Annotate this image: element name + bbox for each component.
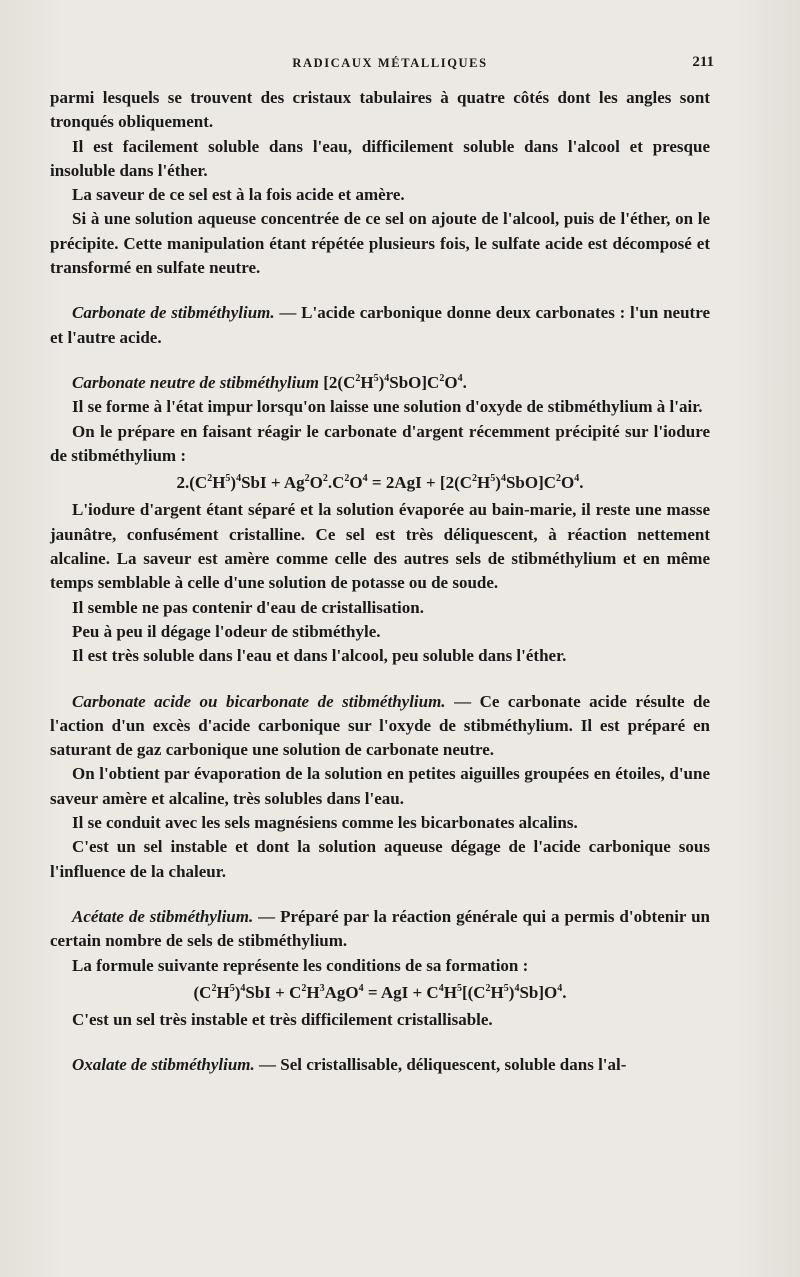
- superscript: 4: [500, 473, 506, 485]
- formula-part: H: [360, 372, 374, 392]
- formula-part: .: [579, 473, 584, 493]
- formula-part: SbO]C: [505, 473, 557, 493]
- section-bicarbonate: [50, 690, 710, 763]
- section-heading: Carbonate neutre de stibméthylium: [72, 372, 319, 392]
- paragraph: parmi lesquels se trouvent des cristaux tabulaires à quatre côtés dont les angles sont tronqués obliquement.: [50, 88, 710, 132]
- superscript: 2: [355, 372, 361, 384]
- section-heading: Carbonate de stibméthylium.: [72, 303, 275, 323]
- formula-part: SbI + C: [245, 982, 302, 1002]
- formula-part: [(C: [461, 982, 486, 1002]
- formula-part: H: [443, 982, 457, 1002]
- paragraph: Si à une solution aqueuse concentrée de ce sel on ajoute de l'alcool, puis de l'éther, on le précipite. Cette manipulation étant répétée plusieurs fois, le sulfate acide est décomposé et transformé en sulfate neutre.: [50, 209, 710, 278]
- formula-part: O: [309, 473, 323, 493]
- paragraph: La formule suivante représente les conditions de sa formation :: [72, 955, 529, 975]
- superscript: 5: [229, 982, 235, 994]
- page-header: [70, 54, 714, 78]
- superscript: 2: [556, 473, 562, 485]
- paragraph: La saveur de ce sel est à la fois acide et amère.: [72, 185, 405, 205]
- chemical-equation: [50, 981, 710, 1005]
- section-heading: Oxalate de stibméthylium.: [72, 1055, 255, 1075]
- section-text: — Sel cristallisable, déliquescent, soluble dans l'al-: [254, 1055, 627, 1075]
- superscript: 4: [358, 982, 364, 994]
- paragraph: C'est un sel instable et dont la solution aqueuse dégage de l'acide carbonique sous l'influence de la chaleur.: [50, 837, 710, 881]
- paragraph: C'est un sel très instable et très difficilement cristallisable.: [72, 1010, 493, 1030]
- superscript: 2: [344, 473, 350, 485]
- superscript: 5: [456, 982, 462, 994]
- superscript: 2: [485, 982, 491, 994]
- section-text: — Ce carbonate acide résulte de l'action d'un excès d'acide carbonique sur l'oxyde de stibméthylium. Il est préparé en saturant de gaz carbonique une solution de carbonate neutre.: [50, 691, 710, 760]
- formula-part: Sb]O: [519, 982, 558, 1002]
- paragraph: Il se forme à l'état impur lorsqu'on laisse une solution d'oxyde de stibméthylium à l'air.: [72, 397, 703, 417]
- paragraph: Il est facilement soluble dans l'eau, difficilement soluble dans l'alcool et presque insoluble dans l'éther.: [50, 136, 710, 180]
- formula-part: (C: [193, 982, 212, 1002]
- formula-part: SbO]C: [389, 372, 440, 392]
- formula-part: ): [378, 372, 385, 392]
- superscript: 4: [438, 982, 444, 994]
- section-carbonate-neutre: [50, 371, 710, 395]
- paragraph: On l'obtient par évaporation de la solution en petites aiguilles groupées en étoiles, d'une saveur amère et alcaline, très solubles dans l'eau.: [50, 764, 710, 808]
- superscript: 4: [384, 372, 390, 384]
- formula-part: ): [230, 473, 237, 493]
- section-heading: Acétate de stibméthylium.: [72, 906, 254, 926]
- formula-part: 2.(C: [176, 473, 208, 493]
- formula-part: AgO: [324, 982, 359, 1002]
- formula-part: H: [490, 982, 504, 1002]
- body-text: [50, 86, 710, 1078]
- superscript: 2: [207, 473, 213, 485]
- formula-part: ): [495, 473, 501, 493]
- section-text: — Préparé par la réaction générale qui a permis d'obtenir un certain nombre de sels de stibméthylium.: [50, 906, 710, 951]
- formula-part: ): [508, 982, 515, 1002]
- superscript: 4: [240, 982, 246, 994]
- paragraph: L'iodure d'argent étant séparé et la solution évaporée au bain-marie, il reste une masse jaunâtre, confusément cristalline. Ce sel est très déliquescent, à réaction nettement alcaline. La saveur est amère comme celle des autres sels de stibméthylium et en même temps semblable à celle d'une solution de potasse ou de soude.: [50, 500, 710, 593]
- superscript: 2: [301, 982, 307, 994]
- superscript: 5: [225, 473, 231, 485]
- superscript: 4: [362, 473, 368, 485]
- paragraph: Il semble ne pas contenir d'eau de cristallisation.: [72, 597, 424, 617]
- paragraph: Peu à peu il dégage l'odeur de stibméthyle.: [72, 621, 381, 641]
- superscript: 4: [574, 473, 580, 485]
- formula-part: O: [349, 473, 363, 493]
- superscript: 4: [557, 982, 563, 994]
- formula-part: .: [462, 372, 467, 392]
- superscript: 2: [472, 473, 478, 485]
- formula-part: = AgI + C: [363, 982, 439, 1002]
- running-title: RADICAUX MÉTALLIQUES: [292, 56, 488, 70]
- formula-part: [2(C: [319, 372, 356, 392]
- formula-part: SbI + Ag: [241, 473, 305, 493]
- formula-part: H: [216, 982, 230, 1002]
- superscript: 4: [514, 982, 520, 994]
- superscript: 2: [322, 473, 328, 485]
- section-carbonate: [50, 301, 710, 350]
- formula-part: H: [477, 473, 491, 493]
- superscript: 5: [490, 473, 496, 485]
- superscript: 4: [236, 473, 242, 485]
- superscript: 2: [439, 372, 445, 384]
- superscript: 2: [211, 982, 217, 994]
- superscript: 3: [319, 982, 325, 994]
- formula-part: .: [562, 982, 567, 1002]
- formula-part: ): [234, 982, 241, 1002]
- superscript: 5: [503, 982, 509, 994]
- superscript: 5: [373, 372, 379, 384]
- section-oxalate: [50, 1053, 710, 1077]
- section-text: — L'acide carbonique donne deux carbonates : l'un neutre et l'autre acide.: [50, 303, 710, 347]
- superscript: 2: [304, 473, 310, 485]
- formula-part: .C: [327, 473, 345, 493]
- page-number: 211: [692, 54, 714, 70]
- formula-part: O: [444, 372, 458, 392]
- chemical-equation: [50, 471, 710, 495]
- section-acetate: [50, 905, 710, 954]
- paragraph: Il est très soluble dans l'eau et dans l'alcool, peu soluble dans l'éther.: [72, 646, 567, 666]
- formula-part: H: [212, 473, 226, 493]
- formula-part: H: [306, 982, 320, 1002]
- superscript: 4: [457, 372, 463, 384]
- formula-part: O: [561, 473, 575, 493]
- formula-part: = 2AgI + [2(C: [367, 473, 473, 493]
- section-heading: Carbonate acide ou bicarbonate de stibméthylium.: [72, 691, 446, 711]
- paragraph: On le prépare en faisant réagir le carbonate d'argent récemment précipité sur l'iodure de stibméthylium :: [50, 421, 710, 465]
- paragraph: Il se conduit avec les sels magnésiens comme les bicarbonates alcalins.: [72, 813, 578, 833]
